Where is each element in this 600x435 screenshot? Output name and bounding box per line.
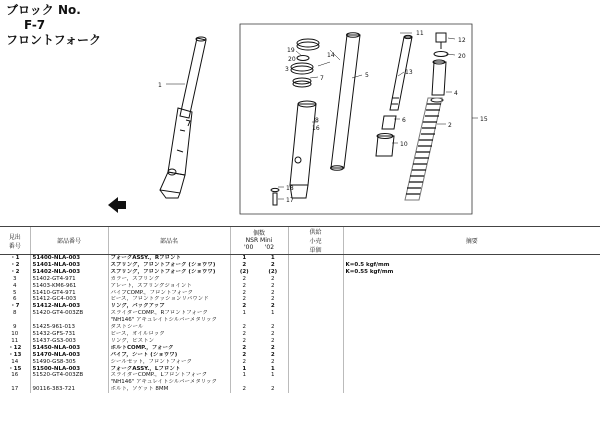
col-supply: 供給 小売 単価 bbox=[288, 227, 343, 255]
cell-qty-02: 1 bbox=[271, 310, 275, 317]
cell-remarks bbox=[343, 276, 600, 283]
cell-ref: ・15 bbox=[8, 365, 22, 372]
cell-remarks bbox=[343, 283, 600, 290]
cell-remarks bbox=[343, 310, 600, 317]
cell-qty-02: 2 bbox=[270, 303, 275, 310]
table-row bbox=[0, 262, 600, 269]
cell-supply bbox=[288, 255, 343, 262]
cell-qty-00: 2 bbox=[230, 331, 258, 338]
cell-ref: ・7 bbox=[10, 303, 20, 310]
cell-remarks: K=0.5 kgf/mm bbox=[343, 262, 600, 269]
cell-remarks bbox=[343, 296, 600, 303]
cell-part-no: 51402-GT4-971 bbox=[30, 276, 108, 283]
cell-part-no: 51500-NLA-003 bbox=[30, 366, 108, 373]
cell-name: カラー，スプリング bbox=[108, 276, 230, 283]
cell-ref: 11 bbox=[11, 337, 19, 344]
cell-name: スプリング，フロントフォーク (ショウワ) bbox=[108, 269, 230, 276]
cell-name: シールセット，フロントフォーク bbox=[108, 359, 230, 366]
page-title: フロントフォーク bbox=[6, 33, 102, 47]
table-row bbox=[0, 283, 600, 290]
cell-ref: ・2 bbox=[10, 268, 20, 275]
cell-supply bbox=[288, 359, 343, 366]
cell-qty-00: 2 bbox=[230, 324, 258, 331]
cell-remarks bbox=[343, 317, 600, 324]
callout-20b: 20 bbox=[458, 53, 466, 60]
cell-name: スライダーCOMP.，Lフロントフォーク bbox=[108, 372, 230, 379]
cell-name: ボルトCOMP.，フォーク bbox=[108, 345, 230, 352]
cell-ref bbox=[0, 317, 30, 324]
cell-qty-02: 2 bbox=[271, 358, 275, 365]
cell-name: "NH146" アキュレイトシルバーメタリック bbox=[108, 379, 230, 386]
cell-qty-00: 2 bbox=[230, 296, 258, 303]
parts-table bbox=[0, 226, 600, 393]
callout-18: 18 bbox=[286, 185, 294, 192]
cell-ref: 8 bbox=[13, 310, 17, 317]
cell-qty-00: 2 bbox=[230, 345, 258, 352]
table-row bbox=[0, 324, 600, 331]
cell-qty-02: 1 bbox=[271, 372, 275, 379]
cell-ref: 10 bbox=[11, 330, 19, 337]
cell-qty-02: 2 bbox=[271, 337, 275, 344]
cell-remarks bbox=[343, 331, 600, 338]
cell-qty-00: 2 bbox=[230, 338, 258, 345]
cell-qty-00: 2 bbox=[230, 359, 258, 366]
cell-part-no: 51490-GS8-305 bbox=[30, 359, 108, 366]
cell-supply bbox=[288, 303, 343, 310]
cell-remarks bbox=[343, 324, 600, 331]
callout-14: 14 bbox=[327, 52, 335, 59]
block-number: F-7 bbox=[24, 18, 46, 32]
cell-name: アレート，スプリングジョイント bbox=[108, 283, 230, 290]
cell-remarks bbox=[343, 338, 600, 345]
table-row bbox=[0, 345, 600, 352]
cell-part-no: 51400-NLA-003 bbox=[30, 255, 108, 262]
callout-17: 17 bbox=[286, 197, 294, 204]
cell-name: ボルト，ソケット 8MM bbox=[108, 386, 230, 393]
table-row bbox=[0, 379, 600, 386]
cell-qty-02: 2 bbox=[270, 261, 275, 268]
cell-supply bbox=[288, 345, 343, 352]
cell-part-no: 51450-NLA-003 bbox=[30, 345, 108, 352]
cell-supply bbox=[288, 331, 343, 338]
cell-qty-00: 2 bbox=[230, 352, 258, 359]
cell-qty-00 bbox=[230, 379, 258, 386]
cell-remarks bbox=[343, 352, 600, 359]
cell-qty-02: 2 bbox=[271, 386, 275, 393]
table-row bbox=[0, 310, 600, 317]
cell-supply bbox=[288, 310, 343, 317]
cell-ref: 17 bbox=[11, 386, 19, 393]
cell-remarks: K=0.55 kgf/mm bbox=[343, 269, 600, 276]
table-row bbox=[0, 372, 600, 379]
cell-ref: ・1 bbox=[10, 255, 20, 261]
cell-qty-02: 2 bbox=[270, 344, 275, 351]
col-remarks: 摘要 bbox=[343, 227, 600, 255]
cell-supply bbox=[288, 283, 343, 290]
callout-10: 10 bbox=[400, 141, 408, 148]
callout-11: 11 bbox=[416, 30, 424, 37]
cell-name: ピース，フロントクッションリバウンド bbox=[108, 296, 230, 303]
cell-part-no: 51520-GT4-003ZB bbox=[30, 372, 108, 379]
cell-remarks bbox=[343, 255, 600, 262]
cell-qty-00: 1 bbox=[230, 310, 258, 317]
cell-remarks bbox=[343, 366, 600, 373]
cell-part-no bbox=[30, 317, 108, 324]
cell-ref bbox=[0, 379, 30, 386]
cell-ref: 5 bbox=[13, 289, 17, 296]
table-row bbox=[0, 269, 600, 276]
cell-ref: ・13 bbox=[8, 351, 22, 358]
cell-supply bbox=[288, 276, 343, 283]
cell-qty-00: 1 bbox=[230, 366, 258, 373]
callout-16: 16 bbox=[312, 125, 320, 132]
cell-qty-00: 2 bbox=[230, 303, 258, 310]
cell-part-no: 90116-383-721 bbox=[30, 386, 108, 393]
table-row bbox=[0, 317, 600, 324]
callout-13: 13 bbox=[405, 69, 413, 76]
col-name: 部品名 bbox=[108, 227, 230, 255]
cell-supply bbox=[288, 366, 343, 373]
cell-qty-02: 2 bbox=[271, 282, 275, 289]
table-row bbox=[0, 290, 600, 297]
fork-spring-drawing bbox=[405, 98, 442, 200]
cell-ref: 3 bbox=[13, 275, 17, 282]
cell-part-no: 51432-GFS-731 bbox=[30, 331, 108, 338]
cell-name: パイプCOMP.，フロントフォーク bbox=[108, 290, 230, 297]
cell-supply bbox=[288, 386, 343, 393]
cell-name: パイプ，シート (ショウワ) bbox=[108, 352, 230, 359]
cell-ref: 4 bbox=[13, 282, 17, 289]
cell-part-no bbox=[30, 379, 108, 386]
seal-stack-drawing bbox=[291, 39, 319, 87]
cell-supply bbox=[288, 324, 343, 331]
cell-qty-00: 1 bbox=[230, 255, 258, 262]
cell-name: フォークASSY.，Rフロント bbox=[108, 255, 230, 262]
cell-qty-02: 2 bbox=[270, 351, 275, 358]
table-row bbox=[0, 303, 600, 310]
cell-part-no: 51425-961-013 bbox=[30, 324, 108, 331]
slider-drawing bbox=[290, 101, 316, 198]
cell-remarks bbox=[343, 372, 600, 379]
cell-qty-00: 2 bbox=[230, 262, 258, 269]
callout-1: 1 bbox=[158, 82, 162, 89]
bolt-drawing bbox=[271, 188, 279, 205]
inner-pipe-drawing bbox=[331, 33, 361, 171]
cell-part-no: 51410-GT4-971 bbox=[30, 290, 108, 297]
fork-assembly-drawing bbox=[160, 37, 206, 198]
callout-3: 3 bbox=[285, 66, 289, 73]
cell-name: ピース，オイルロック bbox=[108, 331, 230, 338]
cell-supply bbox=[288, 372, 343, 379]
cell-qty-00: 2 bbox=[230, 386, 258, 393]
cell-qty-02: 1 bbox=[270, 255, 275, 261]
col-qty: 個数 NSR Mini '00 '02 bbox=[230, 227, 288, 255]
cell-qty-02: 2 bbox=[271, 296, 275, 303]
cell-qty-00: 2 bbox=[230, 283, 258, 290]
cell-name: リング，バックアップ bbox=[108, 303, 230, 310]
callout-8: 8 bbox=[315, 117, 319, 124]
cell-remarks bbox=[343, 386, 600, 393]
callout-2: 2 bbox=[448, 122, 452, 129]
cell-ref: 14 bbox=[11, 358, 19, 365]
cell-part-no: 51470-NLA-003 bbox=[30, 352, 108, 359]
cell-qty-02 bbox=[258, 379, 288, 386]
cell-name: "NH146" アキュレイトシルバーメタリック bbox=[108, 317, 230, 324]
cell-supply bbox=[288, 352, 343, 359]
table-row bbox=[0, 276, 600, 283]
cell-qty-02: (2) bbox=[268, 268, 278, 275]
col-ref: 見出 番号 bbox=[0, 227, 30, 255]
block-label: ブロック No. bbox=[6, 3, 81, 17]
callout-4: 4 bbox=[454, 90, 458, 97]
cell-supply bbox=[288, 290, 343, 297]
front-direction-arrow-icon bbox=[108, 197, 126, 213]
cell-name: リング，ピストン bbox=[108, 338, 230, 345]
cell-supply bbox=[288, 317, 343, 324]
cell-qty-00 bbox=[230, 317, 258, 324]
cell-qty-00: (2) bbox=[230, 269, 258, 276]
cell-supply bbox=[288, 379, 343, 386]
cell-ref: ・12 bbox=[8, 344, 22, 351]
table-row bbox=[0, 338, 600, 345]
callout-12: 12 bbox=[458, 37, 466, 44]
cell-name: フォークASSY.，Lフロント bbox=[108, 366, 230, 373]
cell-ref: 9 bbox=[13, 324, 17, 331]
table-row bbox=[0, 331, 600, 338]
cell-qty-00: 1 bbox=[230, 372, 258, 379]
cell-ref: 6 bbox=[13, 296, 17, 303]
callout-5: 5 bbox=[365, 72, 369, 79]
table-row bbox=[0, 359, 600, 366]
table-row bbox=[0, 386, 600, 393]
table-row bbox=[0, 296, 600, 303]
cell-ref: ・2 bbox=[10, 261, 20, 268]
cell-name: スライダーCOMP.，Rフロントフォーク bbox=[108, 310, 230, 317]
cell-part-no: 51437-GS3-003 bbox=[30, 338, 108, 345]
col-part-no: 部品番号 bbox=[30, 227, 108, 255]
table-row bbox=[0, 366, 600, 373]
cell-remarks bbox=[343, 303, 600, 310]
cell-supply bbox=[288, 296, 343, 303]
cell-qty-02: 2 bbox=[271, 324, 275, 331]
cell-qty-02: 1 bbox=[270, 365, 275, 372]
cell-qty-02: 2 bbox=[271, 289, 275, 296]
damper-rod-drawing bbox=[376, 33, 448, 156]
cell-part-no: 51412-NLA-003 bbox=[30, 303, 108, 310]
cell-part-no: 51402-NLA-003 bbox=[30, 269, 108, 276]
cell-part-no: 51401-NLA-003 bbox=[30, 262, 108, 269]
cell-supply bbox=[288, 269, 343, 276]
cell-name: ダストシール bbox=[108, 324, 230, 331]
table-header-row bbox=[0, 227, 600, 255]
callout-20: 20 bbox=[288, 56, 296, 63]
cell-remarks bbox=[343, 290, 600, 297]
cell-qty-02: 2 bbox=[271, 275, 275, 282]
cell-part-no: 51403-KM6-961 bbox=[30, 283, 108, 290]
cell-name: スプリング，フロントフォーク (ショウワ) bbox=[108, 262, 230, 269]
cell-remarks bbox=[343, 359, 600, 366]
cell-qty-00: 2 bbox=[230, 276, 258, 283]
cell-supply bbox=[288, 262, 343, 269]
cell-supply bbox=[288, 338, 343, 345]
cell-qty-02 bbox=[258, 317, 288, 324]
callout-6: 6 bbox=[402, 117, 406, 124]
callout-7: 7 bbox=[320, 75, 324, 82]
cell-part-no: 51420-GT4-003ZB bbox=[30, 310, 108, 317]
table-row bbox=[0, 255, 600, 262]
cell-qty-02: 2 bbox=[271, 330, 275, 337]
cell-remarks bbox=[343, 379, 600, 386]
cell-remarks bbox=[343, 345, 600, 352]
cell-qty-00: 2 bbox=[230, 290, 258, 297]
table-row bbox=[0, 352, 600, 359]
callout-15: 15 bbox=[480, 116, 488, 123]
cell-ref: 16 bbox=[11, 372, 19, 379]
cell-part-no: 51412-GC4-003 bbox=[30, 296, 108, 303]
callout-19: 19 bbox=[287, 47, 295, 54]
